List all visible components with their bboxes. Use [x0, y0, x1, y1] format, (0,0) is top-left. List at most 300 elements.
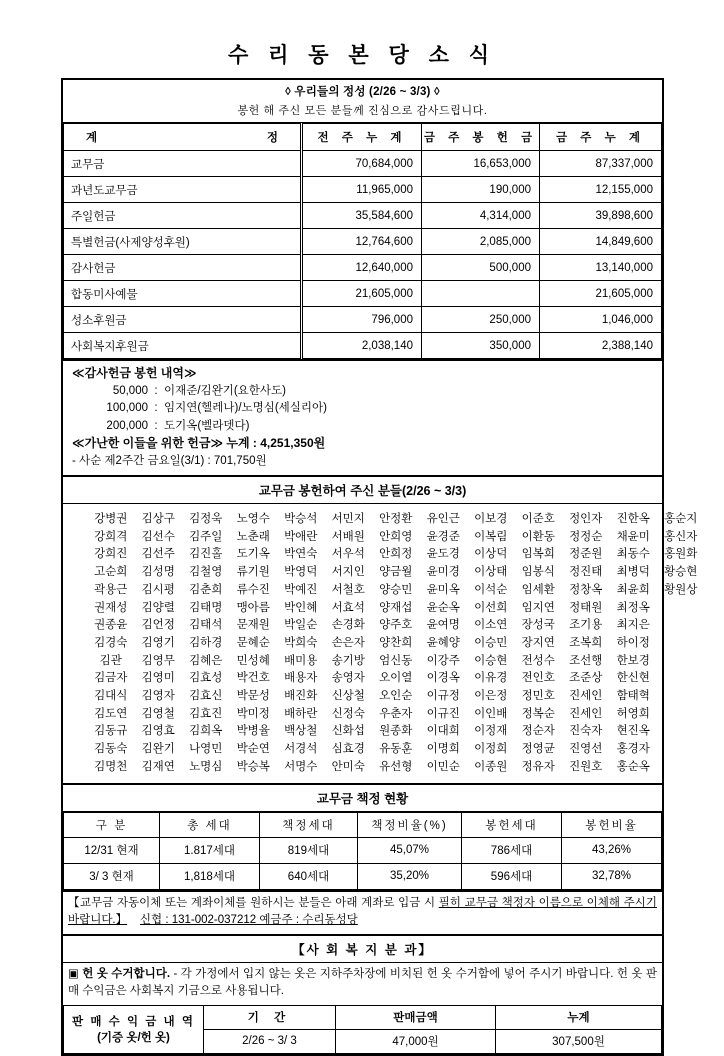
donor-name: 이정재: [474, 725, 508, 738]
offering-name: 과년도교무금: [64, 177, 302, 203]
donor-name: 하이정: [616, 636, 650, 649]
donor-name: 김영자: [141, 690, 175, 703]
donor-name: 강희진: [94, 548, 128, 561]
donor-name: 신화섭: [331, 725, 365, 738]
donor-name: 최윤희: [616, 583, 650, 596]
donor-name: 홍순지: [664, 513, 698, 525]
donor-name: 김철영: [189, 566, 223, 579]
donor-name: 이승민: [474, 636, 508, 649]
offering-total: 39,898,600: [540, 203, 662, 229]
donor-name: 양금월: [379, 566, 413, 579]
donor-name: 박예진: [284, 583, 318, 596]
donor-name: 김도연: [94, 707, 128, 720]
donor-name: 문혜순: [236, 636, 270, 649]
offering-total: 87,337,000: [540, 151, 662, 177]
thanks-amount: 50,000: [112, 384, 148, 397]
offering-total: 14,849,600: [540, 229, 662, 255]
donor-name: 윤도경: [426, 548, 460, 561]
offering-name: 사회복지후원금: [64, 333, 302, 359]
donor-name: 도기옥: [236, 548, 270, 561]
donor-name: 김하경: [189, 636, 223, 649]
sales-header-row: [64, 1005, 662, 1029]
donor-name: 김성명: [141, 566, 175, 579]
donor-name: 최병덕: [616, 566, 650, 579]
offering-week: 250,000: [422, 307, 540, 333]
donor-name: 김시평: [141, 583, 175, 596]
donor-name: 홍원화: [664, 548, 698, 561]
donor-name: 강희격: [94, 530, 128, 543]
donor-name: 이석순: [474, 583, 508, 596]
offering-prev: 11,965,000: [302, 177, 422, 203]
assessment-cell: 596세대: [462, 863, 562, 889]
donor-name: 황승현: [664, 566, 698, 579]
donor-row: [63, 688, 662, 706]
donor-name: 송영자: [331, 672, 365, 685]
donor-name: 전인호: [521, 672, 555, 685]
offering-prev: 12,764,600: [302, 229, 422, 255]
donor-name: 노춘래: [236, 530, 270, 543]
table-row: [64, 203, 662, 229]
donor-name: 김양렬: [141, 601, 175, 614]
donor-name: 김관: [99, 654, 122, 667]
assessment-cell: 1.817세대: [160, 837, 260, 863]
donor-name: 김상구: [141, 513, 175, 525]
donor-name: 정민호: [521, 690, 555, 703]
sales-total: 307,500원: [496, 1029, 662, 1053]
bulletin-frame: [61, 78, 698, 1056]
assessment-cell: 45,07%: [358, 837, 462, 863]
thanks-names: 이재준/김완기(요한사도): [164, 384, 286, 397]
sales-header-amount: 판매금액: [336, 1005, 496, 1029]
donor-name: 서우석: [331, 548, 365, 561]
donor-name: 진세인: [569, 707, 603, 720]
donor-name: 심효경: [331, 743, 365, 756]
donor-row: [63, 741, 662, 759]
offering-table: [63, 123, 662, 359]
donor-name: 김명천: [94, 760, 128, 773]
donor-name: 황원상: [664, 583, 698, 596]
assessment-table: [63, 812, 662, 890]
donor-name: 전성수: [521, 654, 555, 667]
donor-name: 나영민: [189, 743, 223, 756]
assessment-header-5: 봉헌비율: [562, 812, 662, 837]
donor-name: 원종화: [379, 725, 413, 738]
donor-name: 서철호: [331, 583, 365, 596]
donor-name: 이준호: [521, 513, 555, 525]
donor-name: 조선행: [569, 654, 603, 667]
assessment-header-3: 책정비율(%): [358, 812, 462, 837]
offering-total: 2,388,140: [540, 333, 662, 359]
donor-name: 김혜은: [189, 654, 223, 667]
donor-name: 배하란: [284, 707, 318, 720]
donor-name: 이강주: [426, 654, 460, 667]
welfare-title: 【사 회 복 지 분 과】: [63, 934, 662, 963]
donor-row: [63, 670, 662, 688]
donor-name: 정영균: [521, 743, 555, 756]
donor-name: 유동훈: [379, 743, 413, 756]
offering-prev: 21,605,000: [302, 281, 422, 307]
donor-name: 김영효: [141, 725, 175, 738]
donor-name: 김언정: [141, 619, 175, 632]
page-title: 수 리 동 본 당 소 식: [227, 44, 496, 67]
donor-name: 박일순: [284, 619, 318, 632]
donor-name: 이대희: [426, 725, 460, 738]
offering-week: 4,314,000: [422, 203, 540, 229]
poor-offering-sub: - 사순 제2주간 금요일(3/1) : 701,750원: [72, 454, 267, 467]
donor-name: 신상철: [331, 690, 365, 703]
donor-name: 김태석: [189, 619, 223, 632]
donor-name: 김선수: [141, 530, 175, 543]
donor-row: [63, 600, 662, 618]
sales-header-total: 누계: [496, 1005, 662, 1029]
donor-name: 한보경: [616, 654, 650, 667]
donor-name: 박연숙: [284, 548, 318, 561]
donor-name: 신정숙: [331, 707, 365, 720]
donor-row: [63, 723, 662, 741]
donor-name: 이정희: [474, 743, 508, 756]
donor-name: 정순자: [521, 725, 555, 738]
donor-name: [657, 759, 705, 777]
assessment-cell: 12/31 현재: [64, 837, 160, 863]
assessment-cell: 43,26%: [562, 837, 662, 863]
donor-name: 손경화: [331, 619, 365, 632]
donor-name: 김영기: [141, 636, 175, 649]
donor-name: 배미용: [284, 654, 318, 667]
donor-name: [657, 600, 705, 618]
donor-name: 진세인: [569, 690, 603, 703]
assessment-cell: 1,818세대: [160, 863, 260, 889]
donor-name: 장성국: [521, 619, 555, 632]
donor-name: 이인배: [474, 707, 508, 720]
donor-row: [63, 706, 662, 724]
offering-header-account: [64, 124, 302, 151]
offering-week: 500,000: [422, 255, 540, 281]
donor-name: 박건호: [236, 672, 270, 685]
donor-name: 이민순: [426, 760, 460, 773]
offering-name: 특별헌금(사제양성후원): [64, 229, 302, 255]
poor-offering-title: ≪가난한 이들을 위한 헌금≫ 누계 : 4,251,350원: [72, 436, 326, 450]
donor-name: 민성혜: [236, 654, 270, 667]
transfer-notice: [63, 890, 662, 934]
donor-name: 배용자: [284, 672, 318, 685]
offering-week: [422, 281, 540, 307]
table-row: [64, 281, 662, 307]
sales-table: [63, 1005, 662, 1054]
donor-name: 김희옥: [189, 725, 223, 738]
donor-name: 강병권: [94, 513, 128, 525]
donor-name: 오이열: [379, 672, 413, 685]
assessment-header-0: 구 분: [64, 812, 160, 837]
donor-name: 정정순: [569, 530, 603, 543]
donor-row: [63, 617, 662, 635]
donor-name: 박미정: [236, 707, 270, 720]
donor-name: 권재성: [94, 601, 128, 614]
donor-name: 노영수: [236, 513, 270, 525]
donor-name: 엄신동: [379, 654, 413, 667]
banner-line-1: ◊ 우리들의 정성 (2/26 ~ 3/3) ◊: [285, 86, 440, 98]
donor-name: 박인혜: [284, 601, 318, 614]
notice-underline-1: 필히 교무금 책정자 이름으로 이체해 주시기 바랍니다.】: [68, 896, 657, 927]
donor-name: [657, 706, 705, 724]
table-row: [64, 863, 662, 889]
offering-week: 16,653,000: [422, 151, 540, 177]
donor-name: 윤미옥: [426, 583, 460, 596]
donor-name: 안미숙: [331, 760, 365, 773]
donor-name: 정진태: [569, 566, 603, 579]
donor-name: 배진화: [284, 690, 318, 703]
donor-name: 임복희: [521, 548, 555, 561]
donor-name: 양주호: [379, 619, 413, 632]
thanks-amount: 200,000: [106, 419, 148, 432]
donor-name: 최동수: [616, 548, 650, 561]
donor-name: [657, 635, 705, 653]
offering-prev: 70,684,000: [302, 151, 422, 177]
donor-name: 류수진: [236, 583, 270, 596]
donor-name: 김영무: [141, 654, 175, 667]
donor-name: 홍신자: [664, 530, 698, 543]
donor-name: 김재연: [141, 760, 175, 773]
banner-line-2: 봉헌 해 주신 모든 분들께 진심으로 감사드립니다.: [237, 105, 488, 117]
donor-name: 김금자: [94, 672, 128, 685]
donor-name: 김선주: [141, 548, 175, 561]
donor-name: 장지연: [521, 636, 555, 649]
donor-name: 정태원: [569, 601, 603, 614]
donor-name: 박순연: [236, 743, 270, 756]
donor-name: 박문성: [236, 690, 270, 703]
donor-name: [657, 670, 705, 688]
thanks-separator: :: [154, 419, 158, 432]
donor-name: 정창옥: [569, 583, 603, 596]
donor-name: 박승석: [284, 513, 318, 525]
donor-name: 조준상: [569, 672, 603, 685]
offering-name: 성소후원금: [64, 307, 302, 333]
offering-prev: 2,038,140: [302, 333, 422, 359]
offering-week: 190,000: [422, 177, 540, 203]
donor-name: 채윤미: [616, 530, 650, 543]
donor-name: 서민지: [331, 513, 365, 525]
donor-name: 안정환: [379, 513, 413, 525]
donor-name: 한신현: [616, 672, 650, 685]
donor-name: 윤여명: [426, 619, 460, 632]
donor-name: 정유자: [521, 760, 555, 773]
donor-name: 허영희: [616, 707, 650, 720]
donor-name: 양찬희: [379, 636, 413, 649]
offering-total: 12,155,000: [540, 177, 662, 203]
sales-label-main: 판 매 수 익 금 내 역: [72, 1016, 195, 1029]
donor-name: [657, 688, 705, 706]
donor-name: 김효진: [189, 707, 223, 720]
donor-name: [657, 723, 705, 741]
donor-name: 김진홀: [189, 548, 223, 561]
donor-name: 임봉식: [521, 566, 555, 579]
offering-header-total: 금 주 누 계: [540, 124, 662, 151]
donor-name: 진영선: [569, 743, 603, 756]
donor-name: 김대식: [94, 690, 128, 703]
donor-name: 정준원: [569, 548, 603, 561]
donor-name: 이승현: [474, 654, 508, 667]
donor-name: 노명심: [189, 760, 223, 773]
donor-name: 서지인: [331, 566, 365, 579]
offering-name: 주일헌금: [64, 203, 302, 229]
offering-total: 1,046,000: [540, 307, 662, 333]
welfare-text: - 각 가정에서 입지 않는 옷은 지하주차장에 비치된 헌 옷 수거함에 넣어 주시기 바랍니다. 헌 옷 판매 수익금은 사회복지 기금으로 사용됩니다.: [68, 967, 657, 998]
donor-name: 김영미: [141, 672, 175, 685]
thanks-names: 도기옥(벨라뎃다): [164, 419, 250, 432]
donor-name: 김완기: [141, 743, 175, 756]
donor-name: 윤미경: [426, 566, 460, 579]
donor-name: 박애란: [284, 530, 318, 543]
donor-name: 이규진: [426, 707, 460, 720]
offering-name: 합동미사예물: [64, 281, 302, 307]
thanks-detail-block: [63, 359, 662, 475]
offering-prev: 12,640,000: [302, 255, 422, 281]
table-row: [64, 307, 662, 333]
sales-header-period: 기 간: [204, 1005, 336, 1029]
donor-name: 안희정: [379, 548, 413, 561]
donor-name: 박병율: [236, 725, 270, 738]
offering-name: 감사헌금: [64, 255, 302, 281]
donor-name: 진원호: [569, 760, 603, 773]
offering-header-prev: 전 주 누 계: [302, 124, 422, 151]
donor-name: 이은정: [474, 690, 508, 703]
donor-name: 맹아름: [236, 601, 270, 614]
donors-title: 교무금 봉헌하여 주신 분들(2/26 ~ 3/3): [63, 475, 662, 504]
thanks-detail-title: ≪감사헌금 봉헌 내역≫: [72, 366, 197, 380]
donor-name: 조기용: [569, 619, 603, 632]
donor-name: 안희영: [379, 530, 413, 543]
donor-name: 김주일: [189, 530, 223, 543]
donor-name: 박희숙: [284, 636, 318, 649]
donor-name: 김동숙: [94, 743, 128, 756]
sales-amount: 47,000원: [336, 1029, 496, 1053]
donor-name: 이경옥: [426, 672, 460, 685]
donor-name: 손은자: [331, 636, 365, 649]
assessment-header-2: 책정세대: [260, 812, 358, 837]
donor-name: 윤순옥: [426, 601, 460, 614]
assessment-cell: 35,20%: [358, 863, 462, 889]
donor-name: 유인근: [426, 513, 460, 525]
donor-name: 진한옥: [616, 513, 650, 525]
donor-name: 정인자: [569, 513, 603, 525]
donor-name: [657, 741, 705, 759]
donor-name: 진숙자: [569, 725, 603, 738]
thanks-separator: :: [154, 402, 158, 414]
donor-name: 김정욱: [189, 513, 223, 525]
table-row: [64, 837, 662, 863]
donor-row: [63, 546, 698, 564]
welfare-body: [63, 963, 662, 1005]
donor-row: [63, 635, 662, 653]
assessment-cell: 640세대: [260, 863, 358, 889]
offering-prev: 35,584,600: [302, 203, 422, 229]
donor-name: 김효신: [189, 690, 223, 703]
donor-name: 서경석: [284, 743, 318, 756]
table-row: [64, 229, 662, 255]
sales-label-sub: (기증 옷/헌 옷): [97, 1032, 170, 1045]
donor-name: 우춘자: [379, 707, 413, 720]
donor-name: 이선희: [474, 601, 508, 614]
offering-header-week: 금 주 봉 헌 금: [422, 124, 540, 151]
offering-header-account-2: 정: [266, 132, 278, 144]
donor-name: 유선형: [379, 760, 413, 773]
donor-name: 이종원: [474, 760, 508, 773]
assessment-header-1: 총 세대: [160, 812, 260, 837]
donor-name: 정복순: [521, 707, 555, 720]
donor-name: 이소연: [474, 619, 508, 632]
donor-name: 박영덕: [284, 566, 318, 579]
table-row: [64, 333, 662, 359]
donor-name: [657, 653, 705, 671]
offering-total: 21,605,000: [540, 281, 662, 307]
offering-prev: 796,000: [302, 307, 422, 333]
assessment-cell: 786세대: [462, 837, 562, 863]
offering-week: 350,000: [422, 333, 540, 359]
donor-name: 이명희: [426, 743, 460, 756]
offering-name: 교무금: [64, 151, 302, 177]
donor-name: 이규정: [426, 690, 460, 703]
donor-name: 최지은: [616, 619, 650, 632]
donor-name: 함태혁: [616, 690, 650, 703]
donors-grid: [63, 504, 698, 783]
donor-name: 김영철: [141, 707, 175, 720]
assessment-cell: 3/ 3 현재: [64, 863, 160, 889]
donor-row: [63, 511, 698, 529]
offering-header-row: [64, 124, 662, 151]
offering-total: 13,140,000: [540, 255, 662, 281]
thanks-names: 임지연(헬레나)/노명심(세실리아): [164, 402, 327, 414]
table-row: [64, 151, 662, 177]
donor-name: 서명수: [284, 760, 318, 773]
assessment-header-row: [64, 812, 662, 837]
donor-name: 조복희: [569, 636, 603, 649]
donor-name: 이유경: [474, 672, 508, 685]
donor-name: 곽용근: [94, 583, 128, 596]
donor-name: 박승복: [236, 760, 270, 773]
donor-name: 임지연: [521, 601, 555, 614]
assessment-cell: 819세대: [260, 837, 358, 863]
donor-name: 송기방: [331, 654, 365, 667]
donor-name: 김춘희: [189, 583, 223, 596]
thanks-entry: [72, 383, 662, 401]
offering-banner: [63, 80, 662, 123]
donor-name: 권종윤: [94, 619, 128, 632]
donor-name: 백상철: [284, 725, 318, 738]
donor-name: 윤혜양: [426, 636, 460, 649]
donor-row: [63, 582, 698, 600]
donor-name: 양승민: [379, 583, 413, 596]
table-row: [64, 255, 662, 281]
donor-name: 임세환: [521, 583, 555, 596]
donor-name: 현진옥: [616, 725, 650, 738]
thanks-entry: [72, 400, 662, 418]
donor-row: [63, 529, 698, 547]
thanks-amount: 100,000: [106, 402, 148, 414]
thanks-separator: :: [154, 384, 158, 397]
donor-name: 류기원: [236, 566, 270, 579]
donor-name: 김효성: [189, 672, 223, 685]
donor-name: 이상태: [474, 566, 508, 579]
donor-name: 오인순: [379, 690, 413, 703]
donor-name: 최정옥: [616, 601, 650, 614]
donor-name: 서배원: [331, 530, 365, 543]
donor-name: 이복림: [474, 530, 508, 543]
notice-text-1: 【교무금 자동이체 또는 계좌이체를 원하시는 분들은 아래 계좌로 입금 시: [68, 896, 439, 909]
donor-name: 홍경자: [616, 743, 650, 756]
donor-name: 고순희: [94, 566, 128, 579]
thanks-entry: [72, 418, 662, 436]
offering-header-account-1: 계: [86, 132, 98, 144]
donor-row: [63, 653, 662, 671]
